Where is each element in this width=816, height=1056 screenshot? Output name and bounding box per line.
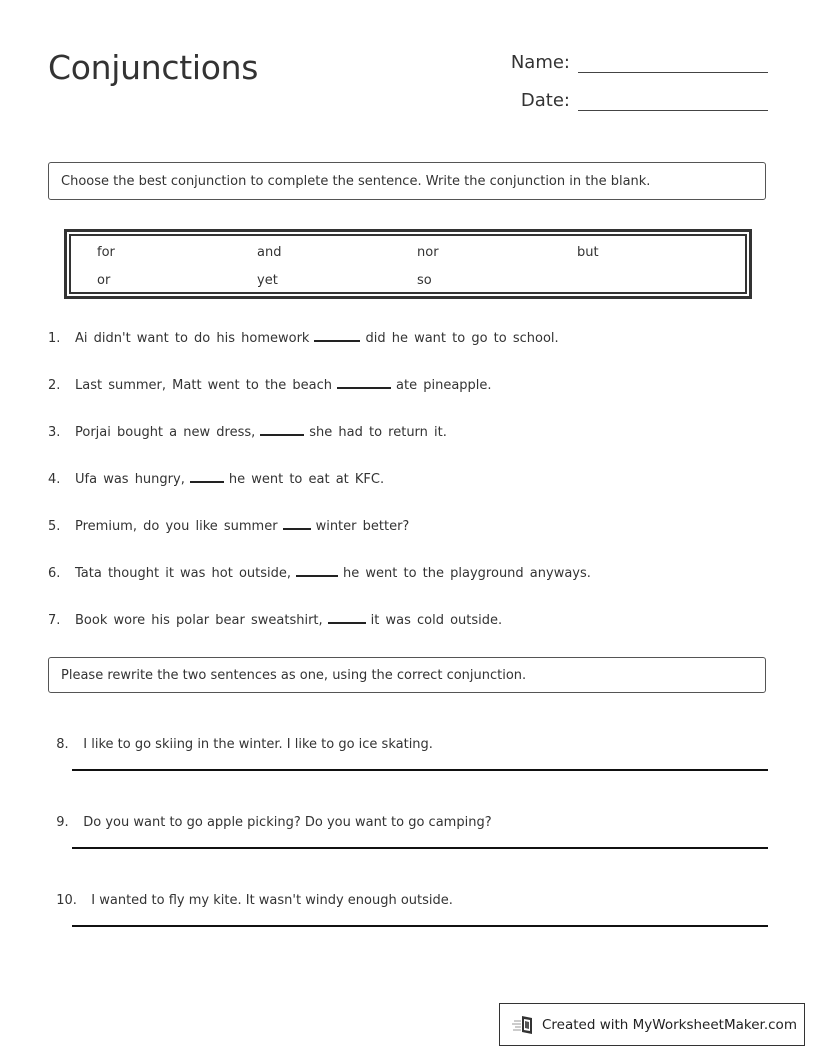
word-bank-item: nor bbox=[417, 245, 439, 260]
question-number: 3. bbox=[48, 425, 61, 440]
question-number: 1. bbox=[48, 331, 61, 346]
question-number: 9. bbox=[56, 815, 69, 830]
word-bank-item: and bbox=[257, 245, 282, 260]
name-line bbox=[578, 52, 768, 73]
answer-blank[interactable] bbox=[337, 375, 391, 389]
question-text-before: Ai didn't want to do his homework bbox=[75, 331, 310, 346]
question-text-after: it was cold outside. bbox=[370, 613, 503, 628]
answer-line-10[interactable] bbox=[72, 925, 768, 927]
answer-blank[interactable] bbox=[190, 469, 224, 483]
worksheet-maker-logo-icon bbox=[512, 1014, 536, 1036]
question-text-before: Last summer, Matt went to the beach bbox=[75, 378, 333, 393]
question-text: I like to go skiing in the winter. I like to go ice skating. bbox=[83, 737, 433, 752]
word-bank-item: but bbox=[577, 245, 599, 260]
question-text-before: Premium, do you like summer bbox=[75, 519, 278, 534]
instructions-box-1 bbox=[48, 162, 766, 200]
question-text-before: Porjai bought a new dress, bbox=[75, 425, 256, 440]
question-9 bbox=[48, 800, 492, 830]
question-2 bbox=[48, 375, 492, 393]
question-text: Do you want to go apple picking? Do you want to go camping? bbox=[83, 815, 492, 830]
answer-line-9[interactable] bbox=[72, 847, 768, 849]
question-5 bbox=[48, 516, 409, 534]
answer-blank[interactable] bbox=[314, 328, 360, 342]
question-text-before: Book wore his polar bear sweatshirt, bbox=[75, 613, 323, 628]
question-7 bbox=[48, 610, 502, 628]
word-bank-inner bbox=[69, 234, 747, 294]
instructions-text: Choose the best conjunction to complete the sentence. Write the conjunction in the blank. bbox=[61, 173, 651, 189]
question-4 bbox=[48, 469, 384, 487]
answer-line-8[interactable] bbox=[72, 769, 768, 771]
instructions-text: Please rewrite the two sentences as one, using the correct conjunction. bbox=[61, 667, 527, 683]
question-number: 4. bbox=[48, 472, 61, 487]
question-number: 2. bbox=[48, 378, 61, 393]
question-number: 6. bbox=[48, 566, 61, 581]
word-bank-item: yet bbox=[257, 273, 278, 288]
name-label: Name: bbox=[510, 52, 570, 73]
question-number: 5. bbox=[48, 519, 61, 534]
word-bank-item: so bbox=[417, 273, 432, 288]
word-bank-item: for bbox=[97, 245, 115, 260]
question-text-after: he went to eat at KFC. bbox=[228, 472, 385, 487]
question-6 bbox=[48, 563, 591, 581]
question-number: 10. bbox=[56, 893, 77, 908]
question-8 bbox=[48, 722, 433, 752]
word-bank bbox=[64, 229, 752, 299]
question-text-before: Ufa was hungry, bbox=[75, 472, 185, 487]
question-text-after: did he want to go to school. bbox=[365, 331, 559, 346]
question-text-before: Tata thought it was hot outside, bbox=[75, 566, 292, 581]
question-text: I wanted to fly my kite. It wasn't windy enough outside. bbox=[91, 893, 453, 908]
page-title: Conjunctions bbox=[48, 48, 259, 87]
question-text-after: winter better? bbox=[315, 519, 410, 534]
answer-blank[interactable] bbox=[260, 422, 304, 436]
question-text-after: he went to the playground anyways. bbox=[343, 566, 591, 581]
question-10 bbox=[48, 878, 453, 908]
instructions-box-2 bbox=[48, 657, 766, 693]
footer-text: Created with MyWorksheetMaker.com bbox=[542, 1016, 797, 1033]
name-field bbox=[511, 52, 768, 73]
answer-blank[interactable] bbox=[296, 563, 338, 577]
question-3 bbox=[48, 422, 447, 440]
question-text-after: she had to return it. bbox=[309, 425, 447, 440]
question-text-after: ate pineapple. bbox=[396, 378, 492, 393]
date-line bbox=[578, 90, 768, 111]
question-1 bbox=[48, 328, 559, 346]
question-number: 8. bbox=[56, 737, 69, 752]
date-field bbox=[521, 90, 768, 111]
footer-badge[interactable] bbox=[499, 1003, 805, 1046]
word-bank-item: or bbox=[97, 273, 111, 288]
answer-blank[interactable] bbox=[283, 516, 311, 530]
answer-blank[interactable] bbox=[328, 610, 366, 624]
date-label: Date: bbox=[520, 90, 570, 111]
question-number: 7. bbox=[48, 613, 61, 628]
